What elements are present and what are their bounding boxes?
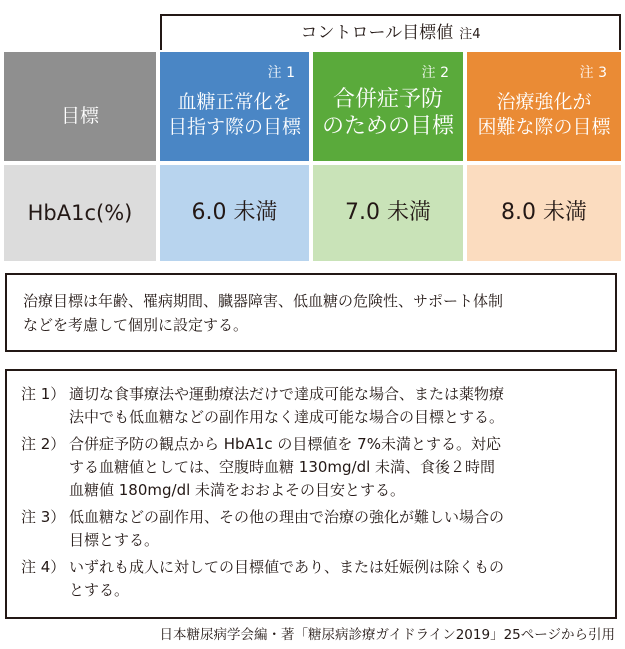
- note-line: する血糖値としては、空腹時血糖 130mg/dl 未満、食後２時間: [69, 458, 496, 476]
- note-line: とする。: [69, 581, 130, 599]
- header-label-line: 血糖正常化を: [177, 91, 292, 113]
- corner-label: 目標: [60, 105, 99, 127]
- summary-line: などを考慮して個別に設定する。: [23, 316, 249, 334]
- note-line: いずれも成人に対しての目標値であり、または妊娠例は除くもの: [69, 558, 505, 576]
- header-label-line: 合併症予防: [332, 87, 443, 112]
- note-line: 目標とする。: [69, 531, 160, 549]
- note-item: [21, 556, 601, 602]
- header-label-line: 目指す際の目標: [167, 116, 301, 138]
- summary-box: [5, 273, 617, 352]
- header-note: 注 3: [579, 65, 607, 81]
- note-line: 適切な食事療法や運動療法だけで達成可能な場合、または薬物療: [69, 385, 505, 403]
- note-label: 注 1）: [21, 385, 66, 403]
- value-cell-difficult: 8.0 未満: [467, 165, 621, 261]
- value-cell-normalization: 6.0 未満: [160, 165, 309, 261]
- note-line: 血糖値 180mg/dl 未満をおおよその目安とする。: [69, 481, 406, 499]
- note-label: 注 3）: [21, 508, 66, 526]
- header-label: [160, 90, 309, 140]
- citation: 日本糖尿病学会編・著「糖尿病診療ガイドライン2019」25ページから引用: [159, 627, 615, 643]
- header-cell-difficult: [467, 52, 621, 161]
- control-target-header: [160, 14, 621, 50]
- note-label: 注 2）: [21, 435, 66, 453]
- control-target-note: 注4: [459, 27, 481, 42]
- note-item: [21, 506, 601, 552]
- value-cell-prevention: 7.0 未満: [313, 165, 463, 261]
- note-line: 法中でも低血糖などの副作用なく達成可能な場合の目標とする。: [69, 408, 505, 426]
- header-label: [467, 90, 621, 140]
- note-item: [21, 383, 601, 429]
- header-label-line: のための目標: [321, 114, 454, 139]
- note-line: 合併症予防の観点から HbA1c の目標値を 7%未満とする。対応: [69, 435, 501, 453]
- note-label: 注 4）: [21, 558, 66, 576]
- header-note: 注 2: [421, 65, 449, 81]
- header-label-line: 困難な際の目標: [477, 116, 611, 138]
- header-note: 注 1: [267, 65, 295, 81]
- notes-box: [5, 369, 617, 619]
- corner-header-cell: [4, 52, 156, 161]
- summary-line: 治療目標は年齢、罹病期間、臓器障害、低血糖の危険性、サポート体制: [23, 292, 504, 310]
- row-label-cell: HbA1c(%): [4, 165, 156, 261]
- header-cell-prevention: [313, 52, 463, 161]
- control-target-title: コントロール目標値: [300, 23, 454, 43]
- note-line: 低血糖などの副作用、その他の理由で治療の強化が難しい場合の: [69, 508, 505, 526]
- header-cell-normalization: [160, 52, 309, 161]
- header-label: [313, 86, 463, 140]
- header-label-line: 治療強化が: [496, 91, 592, 113]
- note-item: [21, 433, 601, 502]
